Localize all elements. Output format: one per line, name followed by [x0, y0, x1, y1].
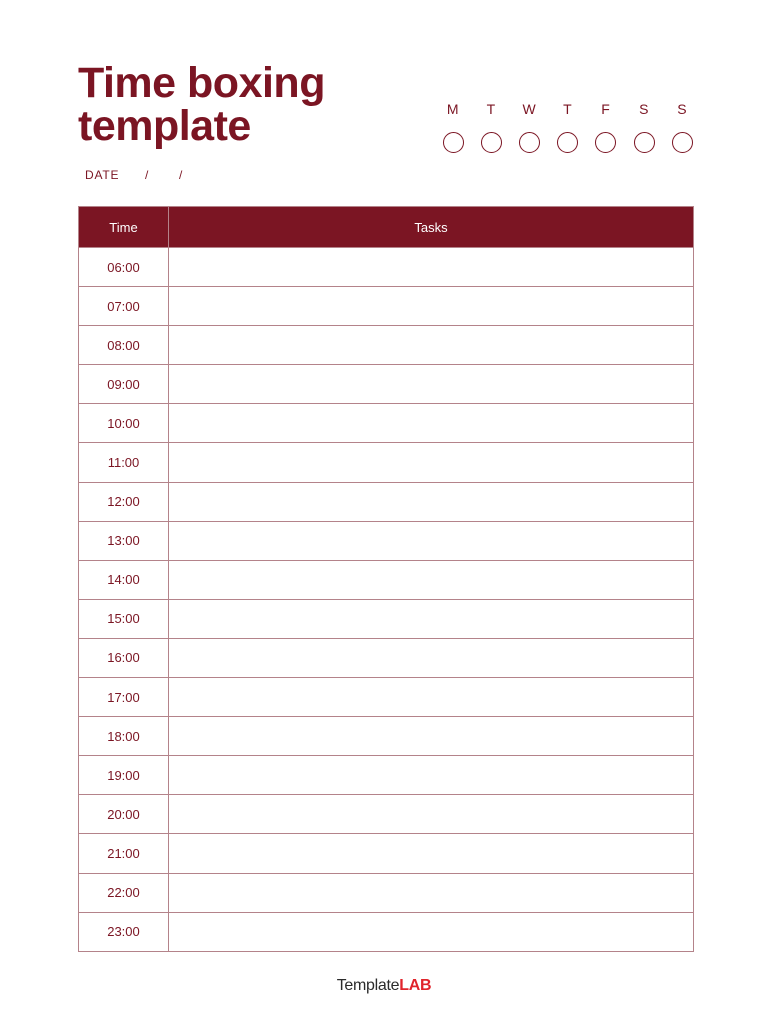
weekday-item [434, 100, 472, 153]
table-header [79, 207, 693, 247]
table-row [79, 638, 693, 677]
task-input[interactable] [169, 365, 693, 403]
task-input[interactable] [169, 561, 693, 599]
task-input[interactable] [169, 404, 693, 442]
table-row [79, 833, 693, 872]
task-input[interactable] [169, 834, 693, 872]
weekday-letter: S [639, 101, 649, 117]
table-row [79, 482, 693, 521]
task-input[interactable] [169, 717, 693, 755]
time-column-header: Time [79, 207, 169, 247]
task-input[interactable] [169, 443, 693, 481]
time-cell: 23:00 [79, 913, 169, 951]
task-input[interactable] [169, 326, 693, 364]
task-cell [169, 639, 693, 677]
table-row [79, 364, 693, 403]
date-separator: / [145, 168, 150, 182]
task-cell [169, 287, 693, 325]
time-cell: 07:00 [79, 287, 169, 325]
table-row [79, 912, 693, 951]
task-input[interactable] [169, 639, 693, 677]
weekday-letter: T [486, 101, 496, 117]
tasks-column-header: Tasks [414, 219, 448, 235]
weekday-checkbox[interactable] [481, 132, 502, 153]
task-input[interactable] [169, 522, 693, 560]
time-cell: 15:00 [79, 600, 169, 638]
task-cell [169, 443, 693, 481]
table-row [79, 599, 693, 638]
page-title [78, 59, 325, 150]
time-cell: 12:00 [79, 483, 169, 521]
weekday-letter: W [522, 101, 537, 117]
table-row [79, 873, 693, 912]
weekday-checkbox[interactable] [557, 132, 578, 153]
task-cell [169, 522, 693, 560]
weekday-letter: F [601, 101, 611, 117]
time-cell: 21:00 [79, 834, 169, 872]
weekday-checkbox[interactable] [519, 132, 540, 153]
weekday-item [472, 100, 510, 153]
time-cell: 17:00 [79, 678, 169, 716]
weekday-letter: M [446, 101, 460, 117]
templatelab-logo [0, 977, 768, 995]
task-input[interactable] [169, 795, 693, 833]
date-field [85, 168, 184, 182]
time-cell: 19:00 [79, 756, 169, 794]
time-cell: 13:00 [79, 522, 169, 560]
weekday-letter: S [677, 101, 688, 117]
task-cell [169, 756, 693, 794]
table-row [79, 442, 693, 481]
date-label: DATE [85, 168, 120, 182]
time-cell: 08:00 [79, 326, 169, 364]
task-cell [169, 795, 693, 833]
time-cell: 18:00 [79, 717, 169, 755]
logo-text-lab: LAB [399, 977, 432, 994]
task-cell [169, 365, 693, 403]
time-cell: 06:00 [79, 248, 169, 286]
table-row [79, 521, 693, 560]
page-title-line-1: Time boxing [78, 59, 325, 107]
weekday-checkbox[interactable] [595, 132, 616, 153]
task-input[interactable] [169, 913, 693, 951]
timebox-table [78, 206, 694, 952]
weekday-checkbox[interactable] [443, 132, 464, 153]
task-cell [169, 600, 693, 638]
table-row [79, 716, 693, 755]
time-cell: 22:00 [79, 874, 169, 912]
task-cell [169, 326, 693, 364]
weekday-item [663, 100, 701, 153]
time-cell: 20:00 [79, 795, 169, 833]
task-input[interactable] [169, 678, 693, 716]
task-input[interactable] [169, 248, 693, 286]
task-cell [169, 678, 693, 716]
task-input[interactable] [169, 287, 693, 325]
table-row [79, 677, 693, 716]
weekday-checkbox[interactable] [672, 132, 693, 153]
table-row [79, 560, 693, 599]
table-row [79, 403, 693, 442]
time-cell: 16:00 [79, 639, 169, 677]
weekday-item [510, 100, 548, 153]
logo-text-template: Template [336, 977, 400, 994]
task-cell [169, 561, 693, 599]
weekday-letter: T [563, 101, 573, 117]
time-cell: 10:00 [79, 404, 169, 442]
task-cell [169, 404, 693, 442]
table-row [79, 794, 693, 833]
task-input[interactable] [169, 600, 693, 638]
task-cell [169, 717, 693, 755]
task-cell [169, 913, 693, 951]
page-title-line-2: template [78, 102, 251, 150]
task-cell [169, 483, 693, 521]
weekday-item [625, 100, 663, 153]
date-separator: / [179, 168, 184, 182]
table-row [79, 755, 693, 794]
time-cell: 14:00 [79, 561, 169, 599]
table-body [79, 247, 693, 951]
task-cell [169, 834, 693, 872]
task-input[interactable] [169, 756, 693, 794]
weekday-item [549, 100, 587, 153]
task-cell [169, 248, 693, 286]
weekday-item [587, 100, 625, 153]
table-row [79, 247, 693, 286]
time-cell: 11:00 [79, 443, 169, 481]
table-row [79, 286, 693, 325]
table-row [79, 325, 693, 364]
task-input[interactable] [169, 874, 693, 912]
weekday-checkbox[interactable] [634, 132, 655, 153]
task-cell [169, 874, 693, 912]
task-input[interactable] [169, 483, 693, 521]
time-cell: 09:00 [79, 365, 169, 403]
